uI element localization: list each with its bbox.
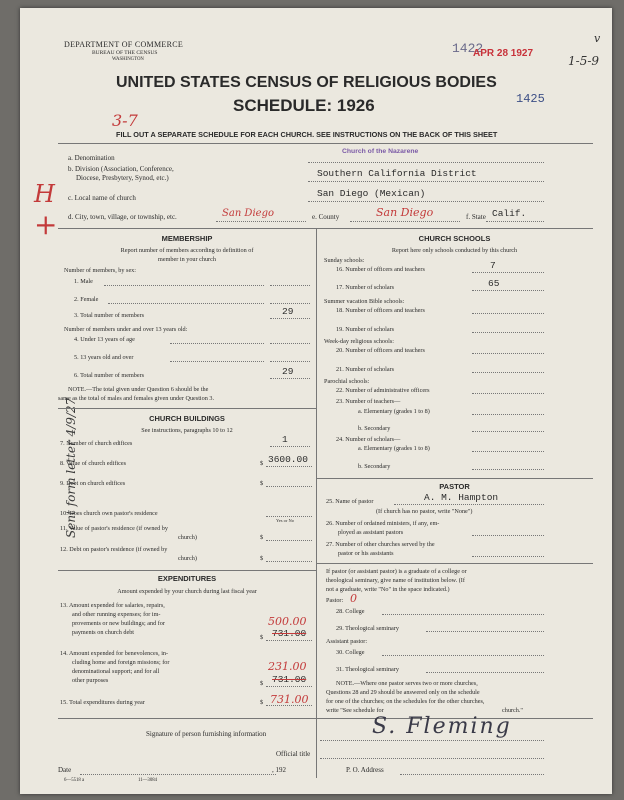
county-value: San Diego xyxy=(376,206,434,219)
q24b-label: b. Secondary xyxy=(358,463,391,470)
margin-plus: + xyxy=(34,208,58,241)
q29-label: 29. Theological seminary xyxy=(336,625,399,632)
parochial-heading: Parochial schools: xyxy=(324,378,370,385)
members-by-sex: Number of members, by sex: xyxy=(64,267,136,274)
q14-label-3: denominational support; and for all xyxy=(72,668,160,675)
bureau-label: BUREAU OF THE CENSUS xyxy=(92,50,158,56)
division-label-2: Diocese, Presbytery, Synod, etc.) xyxy=(76,174,169,182)
q6-value: 29 xyxy=(282,366,294,377)
q1-label: 1. Male xyxy=(74,278,93,285)
section-top-rule xyxy=(58,228,593,229)
q6-label: 6. Total number of members xyxy=(74,372,145,379)
schedule-number: 1425 xyxy=(516,92,545,106)
leader xyxy=(170,361,264,362)
vacation-heading: Summer vacation Bible schools: xyxy=(324,298,405,305)
answer-line xyxy=(382,655,544,656)
answer-line xyxy=(426,631,544,632)
leader xyxy=(108,303,264,304)
corner-mark: 1-5-9 xyxy=(568,54,600,68)
city-label: WASHINGTON xyxy=(112,57,144,62)
answer-line xyxy=(270,378,310,379)
answer-line xyxy=(426,672,544,673)
census-schedule-page xyxy=(20,8,612,794)
answer-line xyxy=(270,318,310,319)
pastor-note-4b: church." xyxy=(502,707,523,714)
q11-dollar: $ xyxy=(260,534,264,541)
q8-value: 3600.00 xyxy=(268,454,308,465)
q7-value: 1 xyxy=(282,434,288,445)
division-value: Southern California District xyxy=(317,168,477,179)
leader xyxy=(104,285,264,286)
church-name-value: San Diego (Mexican) xyxy=(317,188,426,199)
graduate-note-3: not a graduate, write "No" in the space indicated.) xyxy=(326,586,450,593)
sunday-heading: Sunday schools: xyxy=(324,257,365,264)
answer-line xyxy=(472,431,544,432)
pastor-note-4: write "See schedule for xyxy=(326,707,384,714)
q14-label-2: cluding home and foreign missions; for xyxy=(72,659,170,666)
divider xyxy=(58,143,593,144)
q31-label: 31. Theological seminary xyxy=(336,666,399,673)
q27-label: 27. Number of other churches served by the xyxy=(326,541,435,548)
q26-label: 26. Number of ordained ministers, if any, em- xyxy=(326,520,440,527)
answer-line xyxy=(266,486,312,487)
q17-label: 17. Number of scholars xyxy=(336,284,395,291)
answer-line xyxy=(472,469,544,470)
official-title-label: Official title xyxy=(276,750,311,758)
answer-line xyxy=(266,686,312,687)
answer-line xyxy=(270,361,310,362)
q14-label-4: other purposes xyxy=(72,677,109,684)
instruction-line: FILL OUT A SEPARATE SCHEDULE FOR EACH CHURCH. SEE INSTRUCTIONS ON THE BACK OF THIS SHEET xyxy=(116,130,498,139)
pastor-note-3: for one of the churches; on the schedules for the other churches, xyxy=(326,698,485,705)
signature-label: Signature of person furnishing information xyxy=(146,730,267,738)
membership-intro: Report number of members according to definition of xyxy=(120,247,254,254)
answer-line xyxy=(472,353,544,354)
q25-value: A. M. Hampton xyxy=(424,492,499,503)
answer-line xyxy=(382,614,544,615)
q25-label: 25. Name of pastor xyxy=(326,498,374,505)
q2-label: 2. Female xyxy=(74,296,99,303)
city-line xyxy=(216,221,306,222)
q15-dollar: $ xyxy=(260,699,264,706)
answer-line xyxy=(270,343,310,344)
city-value: San Diego xyxy=(222,208,274,219)
date-label: Date xyxy=(58,766,72,774)
membership-intro-2: member in your church xyxy=(158,256,216,263)
q16-value: 7 xyxy=(490,260,496,271)
column-divider xyxy=(316,228,317,778)
rule xyxy=(316,563,593,564)
margin-h: H xyxy=(34,180,55,208)
answer-line xyxy=(472,290,544,291)
q14-label: 14. Amount expended for benevolences, in- xyxy=(60,650,169,657)
answer-line xyxy=(472,556,544,557)
margin-side-note: Sent form letter 4/9/27 xyxy=(64,397,78,538)
answer-line xyxy=(472,272,544,273)
q17-value: 65 xyxy=(488,278,500,289)
q24-label: 24. Number of scholars— xyxy=(336,436,401,443)
q10-label: 10. Does church own pastor's residence xyxy=(60,510,158,517)
buildings-sub: See instructions, paragraphs 10 to 12 xyxy=(141,427,233,434)
church-name-label: c. Local name of church xyxy=(68,194,136,202)
rule xyxy=(58,570,316,571)
answer-line xyxy=(472,372,544,373)
year-label: , 192 xyxy=(272,766,286,774)
church-name-line xyxy=(308,201,544,202)
pastor-handwritten: 0 xyxy=(350,592,357,605)
pastor-title: PASTOR xyxy=(439,482,470,491)
membership-title: MEMBERSHIP xyxy=(161,234,213,243)
answer-line xyxy=(266,561,312,562)
graduate-note: If pastor (or assistant pastor) is a graduate of a college or xyxy=(326,568,467,575)
date-line xyxy=(80,774,276,775)
q21-label: 21. Number of scholars xyxy=(336,366,395,373)
expenditures-title: EXPENDITURES xyxy=(157,574,217,583)
age-heading: Number of members under and over 13 years old: xyxy=(64,326,188,333)
q9-dollar: $ xyxy=(260,480,264,487)
q5-label: 5. 13 years old and over xyxy=(74,354,134,361)
q20-label: 20. Number of officers and teachers xyxy=(336,347,425,354)
q12-label-2: church) xyxy=(178,555,197,562)
q24a-label: a. Elementary (grades 1 to 8) xyxy=(358,445,430,452)
state-value: Calif. xyxy=(492,208,527,219)
denomination-line xyxy=(308,162,544,163)
answer-line xyxy=(472,535,544,536)
q30-label: 30. College xyxy=(336,649,365,656)
q9-label: 9. Debt on church edifices xyxy=(60,480,126,487)
pastor-label: Pastor: xyxy=(326,597,344,604)
tick-mark: v xyxy=(594,32,601,45)
q13-label-2: and other running expenses; for im- xyxy=(72,611,161,618)
state-line xyxy=(486,221,544,222)
q11-label: 11. Value of pastor's residence (if owned by xyxy=(60,525,168,532)
answer-line xyxy=(270,303,310,304)
q25-note: (If church has no pastor, write "None") xyxy=(376,508,473,515)
answer-line xyxy=(472,451,544,452)
form-code: 6—5518 a xyxy=(64,778,85,783)
q7-label: 7. Number of church edifices xyxy=(60,440,133,447)
q23-label: 23. Number of teachers— xyxy=(336,398,401,405)
leader xyxy=(170,343,264,344)
rule xyxy=(58,718,593,719)
signature: S. Fleming xyxy=(372,714,512,739)
stamp-faded-number: 1422 xyxy=(452,41,484,56)
rule xyxy=(58,408,316,409)
buildings-title: CHURCH BUILDINGS xyxy=(149,414,225,423)
q3-label: 3. Total number of members xyxy=(74,312,145,319)
q14-value: 731.00 xyxy=(272,674,307,685)
county-label: e. County xyxy=(312,213,340,221)
code-mark: 3-7 xyxy=(112,111,138,130)
q14-handwritten: 231.00 xyxy=(268,660,307,673)
q13-dollar: $ xyxy=(260,634,264,641)
county-line xyxy=(350,221,460,222)
yes-no-hint: Yes or No xyxy=(276,518,295,523)
q19-label: 19. Number of scholars xyxy=(336,326,395,333)
assistant-label: Assistant pastor: xyxy=(326,638,368,645)
schools-intro: Report here only schools conducted by this church xyxy=(391,247,518,254)
official-line xyxy=(320,758,544,759)
expenditures-sub: Amount expended by your church during last fiscal year xyxy=(117,588,257,595)
q23a-label: a. Elementary (grades 1 to 8) xyxy=(358,408,430,415)
signature-line xyxy=(320,740,544,741)
membership-note: NOTE.—The total given under Question 6 should be the xyxy=(68,386,209,393)
pastor-note-2: Questions 28 and 29 should be answered only on the schedule xyxy=(326,689,480,696)
answer-line xyxy=(266,540,312,541)
q8-label: 8. Value of church edifices xyxy=(60,460,127,467)
form-title: UNITED STATES CENSUS OF RELIGIOUS BODIES xyxy=(116,74,497,91)
answer-line xyxy=(472,414,544,415)
division-line xyxy=(308,181,544,182)
received-date-stamp: APR 28 1927 xyxy=(473,48,534,59)
state-label: f. State xyxy=(466,213,486,221)
weekday-heading: Week-day religious schools: xyxy=(324,338,394,345)
q13-handwritten: 500.00 xyxy=(268,615,307,628)
answer-line xyxy=(270,446,310,447)
po-line xyxy=(400,774,544,775)
answer-line xyxy=(472,313,544,314)
denomination-stamp: Church of the Nazarene xyxy=(342,148,419,155)
answer-line xyxy=(472,332,544,333)
q13-label: 13. Amount expended for salaries, repairs, xyxy=(60,602,165,609)
answer-line xyxy=(266,705,312,706)
denomination-label: a. Denomination xyxy=(68,154,115,162)
q23b-label: b. Secondary xyxy=(358,425,391,432)
q18-label: 18. Number of officers and teachers xyxy=(336,307,425,314)
q15-value: 731.00 xyxy=(270,693,309,706)
answer-line xyxy=(266,466,312,467)
graduate-note-2: theological seminary, give name of institution below. (If xyxy=(326,577,465,584)
q13-label-3: provements or new buildings; and for xyxy=(72,620,165,627)
answer-line xyxy=(472,393,544,394)
city-field-label: d. City, town, village, or township, etc. xyxy=(68,213,177,221)
rule xyxy=(316,478,593,479)
answer-line xyxy=(266,516,312,517)
q28-label: 28. College xyxy=(336,608,365,615)
q4-label: 4. Under 13 years of age xyxy=(74,336,135,343)
q12-dollar: $ xyxy=(260,555,264,562)
dept-label: DEPARTMENT OF COMMERCE xyxy=(64,40,184,49)
q13-value: 731.00 xyxy=(272,628,307,639)
answer-line xyxy=(394,504,544,505)
membership-note-2: same as the total of males and females given under Question 3. xyxy=(58,395,215,402)
po-address-label: P. O. Address xyxy=(346,766,384,774)
q3-value: 29 xyxy=(282,306,294,317)
form-subtitle: SCHEDULE: 1926 xyxy=(233,96,375,115)
answer-line xyxy=(270,285,310,286)
q15-label: 15. Total expenditures during year xyxy=(60,699,145,706)
answer-line xyxy=(266,640,312,641)
q8-dollar: $ xyxy=(260,460,264,467)
q27-label-2: pastor or his assistants xyxy=(338,550,394,557)
q16-label: 16. Number of officers and teachers xyxy=(336,266,425,273)
form-code-2: 11—3084 xyxy=(138,778,158,783)
q11-label-2: church) xyxy=(178,534,197,541)
q22-label: 22. Number of administrative officers xyxy=(336,387,430,394)
q13-label-4: payments on church debt xyxy=(72,629,135,636)
q26-label-2: ployed as assistant pastors xyxy=(338,529,404,536)
schools-title: CHURCH SCHOOLS xyxy=(418,234,491,243)
division-label: b. Division (Association, Conference, xyxy=(68,165,174,173)
q12-label: 12. Debt on pastor's residence (if owned by xyxy=(60,546,168,553)
pastor-note: NOTE.—Where one pastor serves two or more churches, xyxy=(336,680,478,687)
q14-dollar: $ xyxy=(260,680,264,687)
